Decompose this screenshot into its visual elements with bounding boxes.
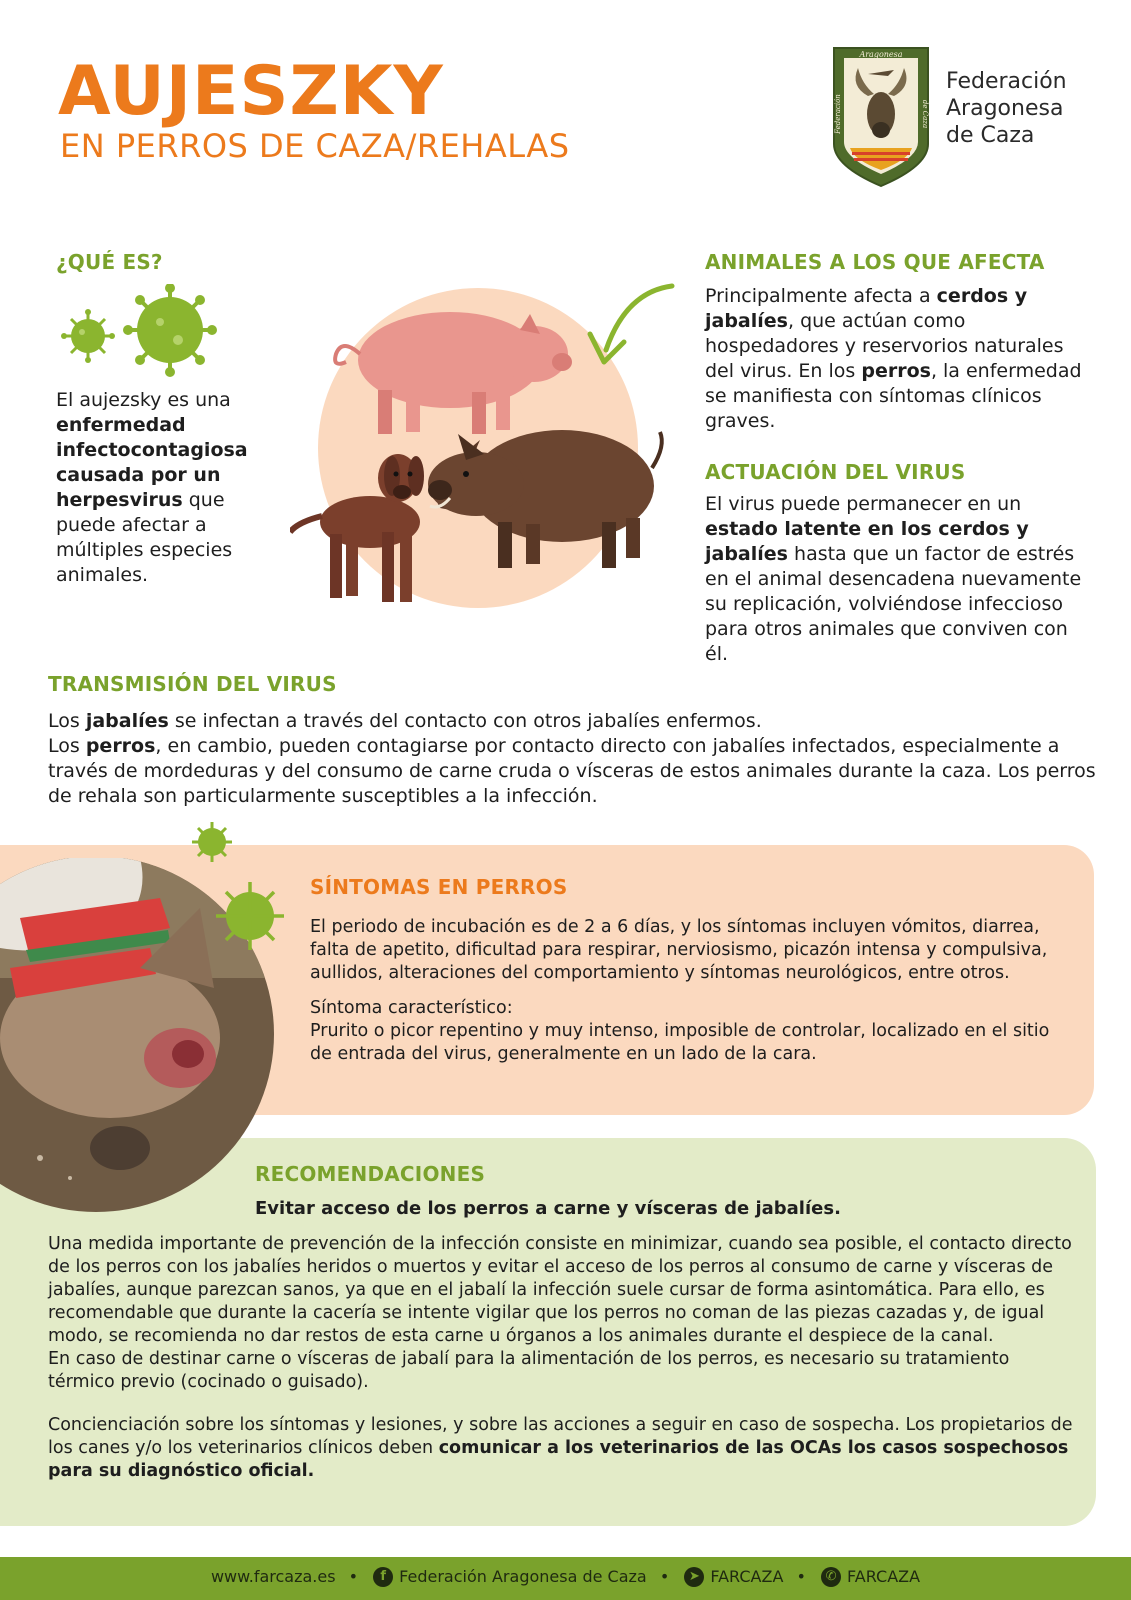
facebook-link[interactable]: Federación Aragonesa de Caza xyxy=(399,1567,647,1586)
federation-crest-logo xyxy=(828,44,934,190)
que-es-heading: ¿QUÉ ES? xyxy=(56,250,163,274)
website-link[interactable]: www.farcaza.es xyxy=(210,1567,336,1586)
whatsapp-icon: ✆ xyxy=(821,1567,841,1587)
recomendaciones-heading: RECOMENDACIONES xyxy=(255,1162,486,1186)
footer-links: www.farcaza.es • f Federación Aragonesa de Caza • ➤ FARCAZA • ✆ FARCAZA xyxy=(210,1567,921,1586)
recomendaciones-text: Una medida importante de prevención de la infección consiste en minimizar, cuando sea posible, el contacto directo de los perros con los jabalíes heridos o muertos y evitar el acceso de los perros al consumo de carne y vísceras de jabalíes, aunque parezcan sanos, ya que en el jabalí la infección suele cursar de forma asintomática. Para ello, es recomendable que durante la cacería se intente vigilar que los perros no coman de las piezas cazadas y, de igual modo, se recomienda no dar restos de esta carne u órganos a los animales durante el despiece de la canal. En caso de destinar carne o vísceras de jabalí para la alimentación de los perros, es necesario su tratamiento térmico previo (cocinado o guisado). Concienciación sobre los síntomas y lesiones, y sobre las acciones a seguir en caso de sospecha. Los propietarios de los canes y/o los veterinarios clínicos deben comunicar a los veterinarios de las OCAs los casos sospechosos para su diagnóstico oficial. xyxy=(48,1234,1073,1481)
actuacion-text: El virus puede permanecer en un estado latente en los cerdos y jabalíes hasta que un factor de estrés en el animal desencadena nuevamente su replicación, volviéndose infeccioso para otros animales que conviven con él. xyxy=(705,493,1082,665)
federation-name: Federación Aragonesa de Caza xyxy=(946,69,1067,148)
telegram-icon: ➤ xyxy=(684,1567,704,1587)
sintomas-heading: SÍNTOMAS EN PERROS xyxy=(310,875,568,899)
animales-heading: ANIMALES A LOS QUE AFECTA xyxy=(705,250,1045,274)
arrow-icon xyxy=(582,282,678,378)
crest-text-top: Aragonesa xyxy=(859,50,903,59)
virus-icon xyxy=(60,284,220,380)
animales-text: Principalmente afecta a cerdos y jabalíes, que actúan como hospedadores y reservorios naturales del virus. En los perros, la enfermedad se manifiesta con síntomas clínicos graves. xyxy=(705,285,1082,432)
telegram-link[interactable]: FARCAZA xyxy=(710,1567,784,1586)
transmision-heading: TRANSMISIÓN DEL VIRUS xyxy=(48,672,337,696)
crest-text-right: de Caza xyxy=(921,99,929,129)
que-es-text: El aujezsky es una enfermedad infectocontagiosa causada por un herpesvirus que puede afectar a múltiples especies animales. xyxy=(56,389,248,586)
page-title: AUJESZKY xyxy=(58,52,444,131)
whatsapp-link[interactable]: FARCAZA xyxy=(847,1567,921,1586)
crest-text-left: Federación xyxy=(834,94,842,134)
transmision-text: Los jabalíes se infectan a través del contacto con otros jabalíes enfermos. Los perros, en cambio, pueden contagiarse por contacto directo con jabalíes infectados, especialmente a través de mordeduras y del consumo de carne cruda o vísceras de estos animales durante la caza. Los perros de rehala son particularmente susceptibles a la infección. xyxy=(48,710,1096,807)
recomendaciones-lead: Evitar acceso de los perros a carne y vísceras de jabalíes. xyxy=(255,1198,841,1219)
facebook-icon: f xyxy=(373,1567,393,1587)
sintomas-text: El periodo de incubación es de 2 a 6 días, y los síntomas incluyen vómitos, diarrea, falta de apetito, dificultad para respirar, nerviosismo, picazón intensa y compulsiva, aullidos, alteraciones del comportamiento y síntomas neurológicos, entre otros. Síntoma característico: Prurito o picor repentino y muy intenso, imposible de controlar, localizado en el sitio de entrada del virus, generalmente en un lado de la cara. xyxy=(310,917,1050,1064)
virus-decoration-icon xyxy=(184,820,294,960)
page-subtitle: EN PERROS DE CAZA/REHALAS xyxy=(60,127,570,165)
actuacion-heading: ACTUACIÓN DEL VIRUS xyxy=(705,460,966,484)
